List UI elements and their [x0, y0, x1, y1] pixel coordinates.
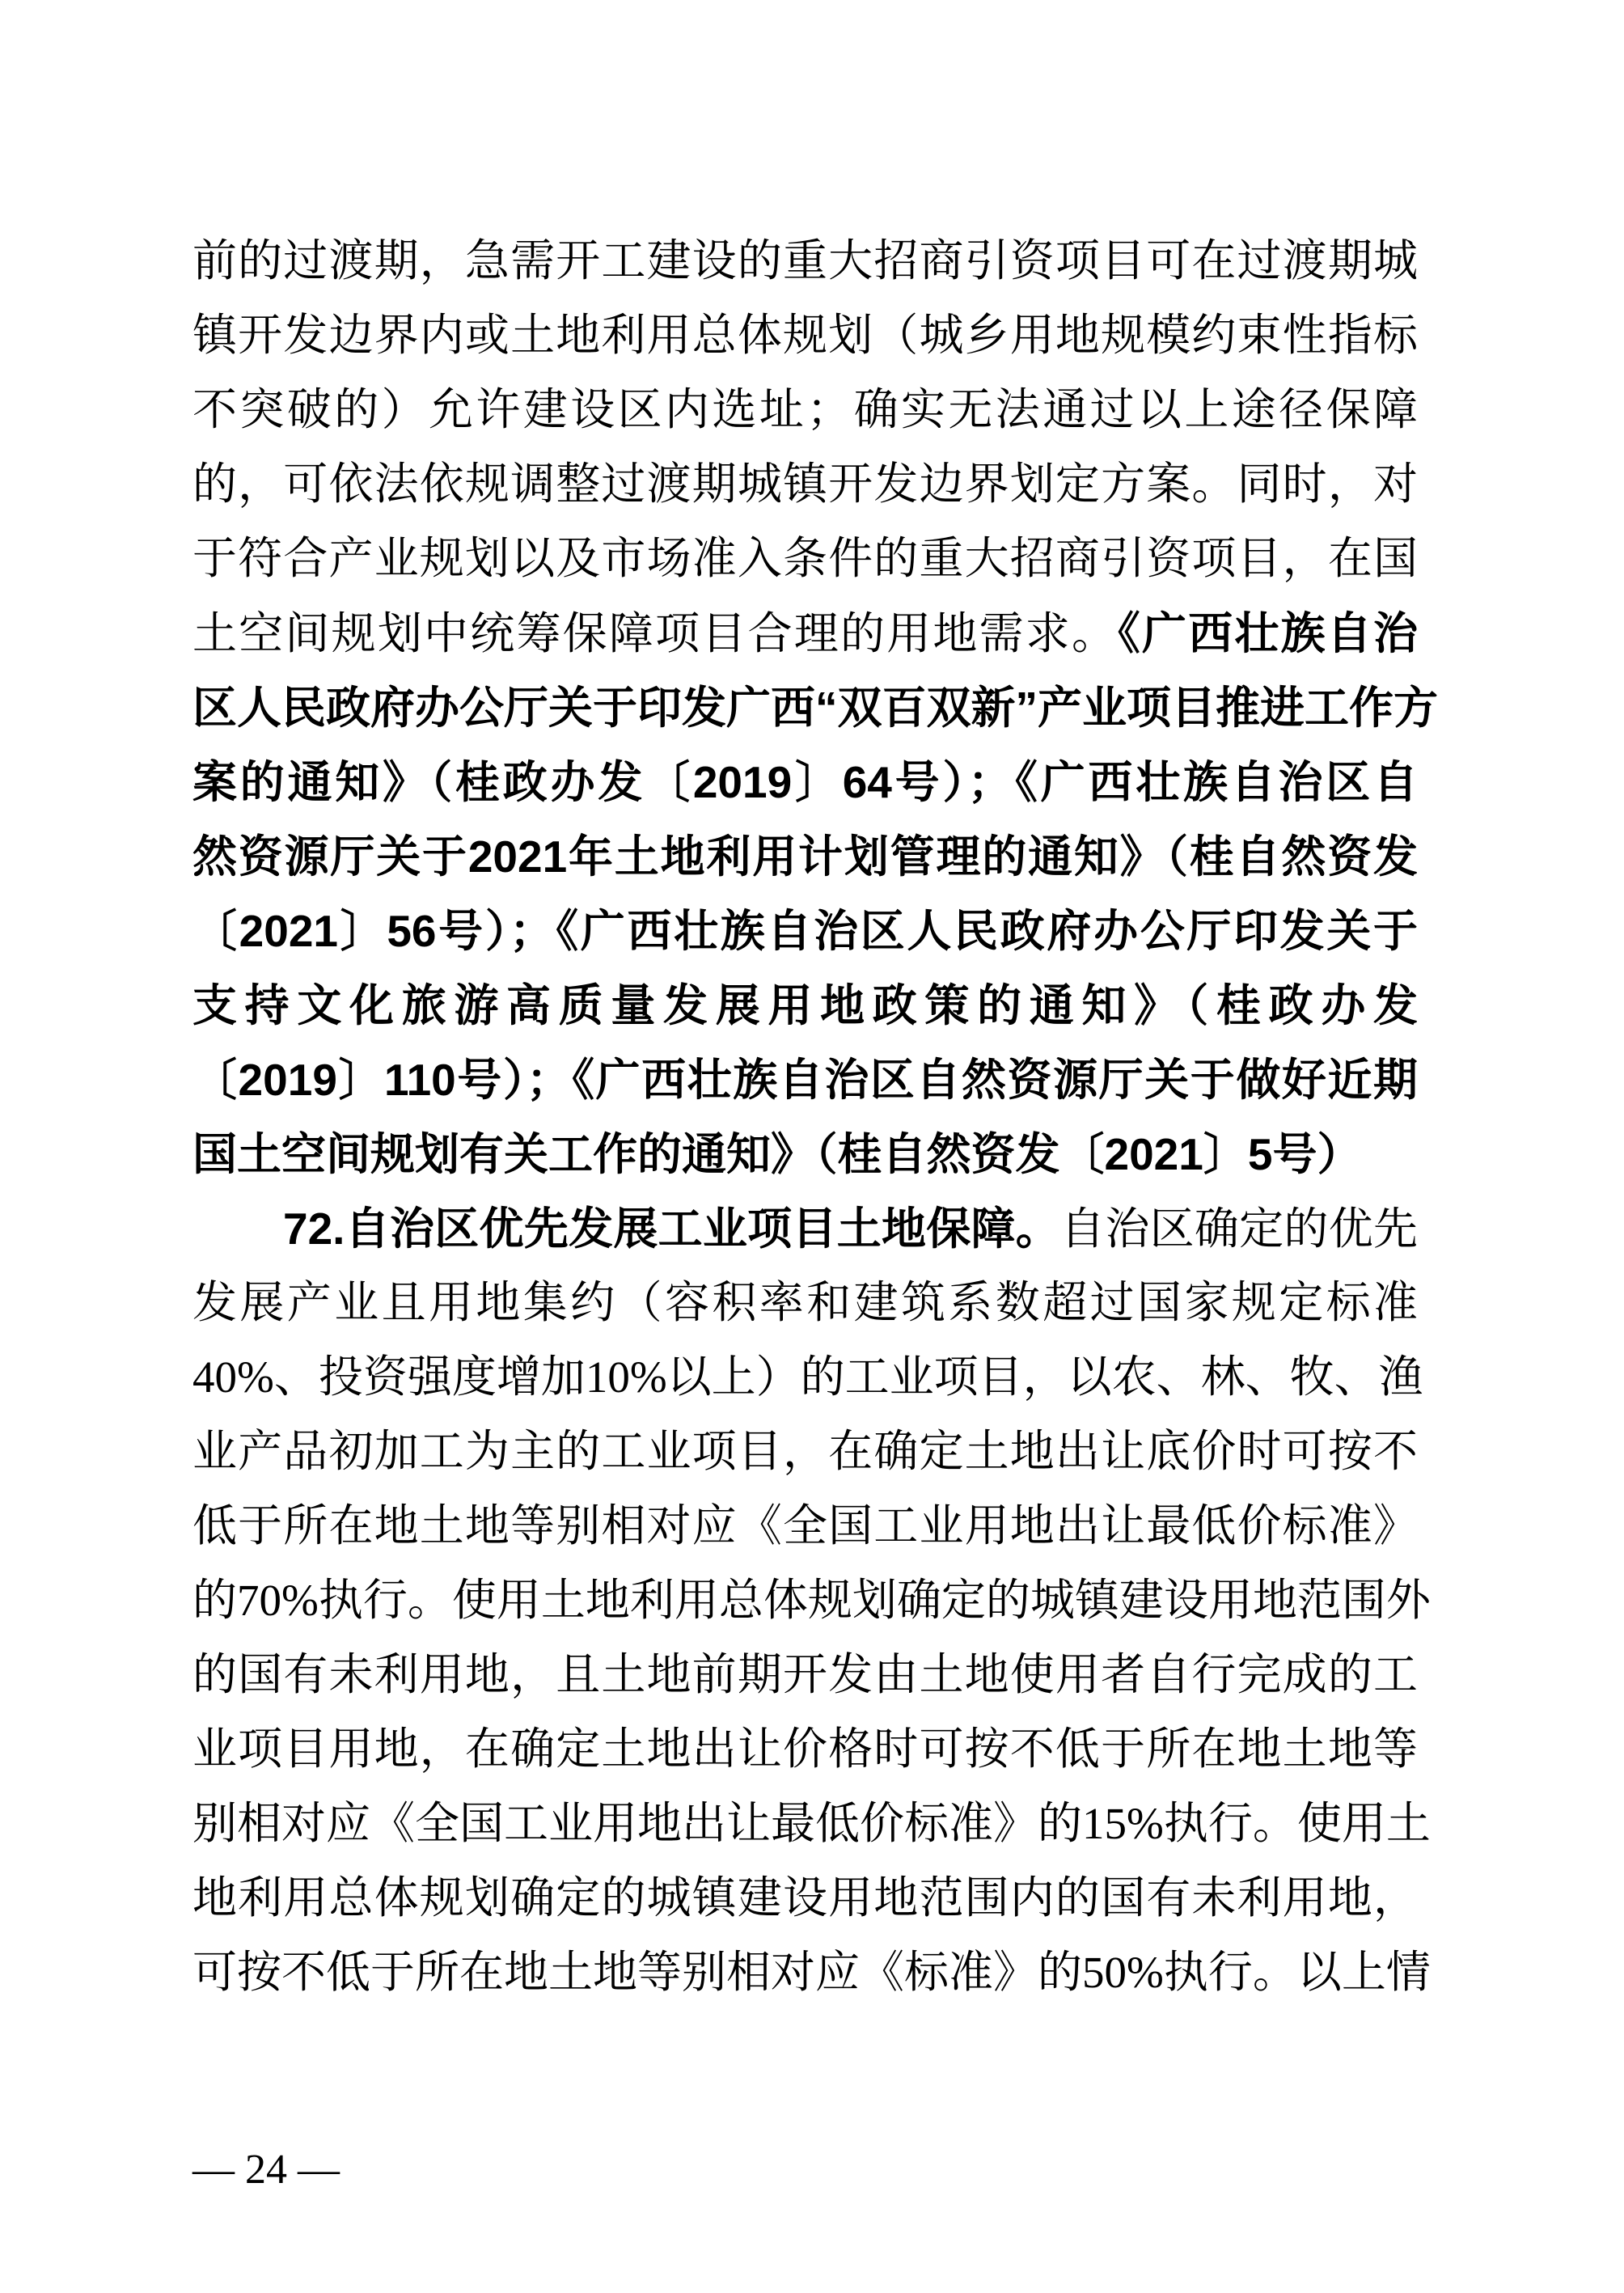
- cited-document-title: 然资源厅关于2021年土地利用计划管理的通知》（桂自然资发: [192, 831, 1418, 882]
- page-footer: [192, 2139, 340, 2201]
- text-line: [192, 894, 1418, 968]
- body-text: 前的过渡期，急需开工建设的重大招商引资项目可在过渡期城: [192, 236, 1418, 286]
- item-72-heading: 72.自治区优先发展工业项目土地保障。: [283, 1204, 1061, 1254]
- body-text: 的，可依法依规调整过渡期城镇开发边界划定方案。同时，对: [192, 459, 1418, 509]
- text-line: [192, 671, 1439, 745]
- text-line: [192, 1117, 1418, 1191]
- cited-document-title: 支持文化旅游高质量发展用地政策的通知》（桂政办发: [192, 980, 1418, 1030]
- text-line: [192, 224, 1418, 298]
- cited-document-title: 《广西壮族自治: [1118, 608, 1418, 658]
- text-line: [192, 819, 1418, 894]
- body-text: 发展产业且用地集约（容积率和建筑系数超过国家规定标准: [192, 1278, 1418, 1327]
- cited-document-title: 〔2021〕56号）；《广西壮族自治区人民政府办公厅印发关于: [192, 906, 1418, 956]
- text-line: [192, 1191, 1418, 1266]
- body-text: 可按不低于所在地土地等别相对应《标准》的50%执行。以上情: [192, 1948, 1431, 1997]
- text-line: [192, 1340, 1423, 1415]
- body-text: 地利用总体规划确定的城镇建设用地范围内的国有未利用地，: [192, 1873, 1418, 1923]
- text-line: [192, 1936, 1431, 2010]
- cited-document-title: 区人民政府办公厅关于印发广西“双百双新”产业项目推进工作方: [192, 683, 1439, 733]
- body-text: 业产品初加工为主的工业项目，在确定土地出让底价时可按不: [192, 1427, 1418, 1476]
- text-line: [192, 1563, 1431, 1638]
- body-text: 的国有未利用地，且土地前期开发由土地使用者自行完成的工: [192, 1650, 1418, 1699]
- text-line: [192, 1489, 1418, 1563]
- text-line: [192, 447, 1418, 522]
- body-text: 低于所在地土地等别相对应《全国工业用地出让最低价标准》: [192, 1501, 1418, 1551]
- text-line: [192, 968, 1418, 1043]
- body-text: 业项目用地，在确定土地出让价格时可按不低于所在地土地等: [192, 1724, 1418, 1774]
- text-line: [192, 1266, 1418, 1340]
- text-line: [192, 1787, 1431, 1861]
- body-text: 于符合产业规划以及市场准入条件的重大招商引资项目，在国: [192, 534, 1418, 583]
- body-text: 土空间规划中统筹保障项目合理的用地需求。: [192, 609, 1119, 658]
- text-line: [192, 522, 1418, 596]
- document-body: [192, 224, 1439, 2010]
- body-text: 不突破的）允许建设区内选址；确实无法通过以上途径保障: [192, 385, 1418, 434]
- text-line: [192, 373, 1418, 447]
- cited-document-title: 案的通知》（桂政办发〔2019〕64号）；《广西壮族自治区自: [192, 757, 1418, 807]
- text-line: [192, 596, 1418, 671]
- text-line: [192, 298, 1418, 373]
- body-text: 自治区确定的优先: [1060, 1204, 1418, 1254]
- page-number: — 24 —: [192, 2147, 340, 2193]
- text-line: [192, 1638, 1418, 1712]
- text-line: [192, 745, 1418, 819]
- text-line: [192, 1861, 1418, 1936]
- text-line: [192, 1415, 1418, 1489]
- body-text: 别相对应《全国工业用地出让最低价标准》的15%执行。使用土: [192, 1799, 1431, 1848]
- text-line: [192, 1043, 1418, 1117]
- body-text: 40%、投资强度增加10%以上）的工业项目，以农、林、牧、渔: [192, 1352, 1423, 1402]
- cited-document-title: 〔2019〕110号）；《广西壮族自治区自然资源厅关于做好近期: [192, 1055, 1418, 1105]
- text-line: [192, 1712, 1418, 1787]
- body-text: 镇开发边界内或土地利用总体规划（城乡用地规模约束性指标: [192, 311, 1418, 360]
- body-text: 的70%执行。使用土地利用总体规划确定的城镇建设用地范围外: [192, 1576, 1431, 1625]
- cited-document-title: 国土空间规划有关工作的通知》（桂自然资发〔2021〕5号）: [192, 1129, 1362, 1179]
